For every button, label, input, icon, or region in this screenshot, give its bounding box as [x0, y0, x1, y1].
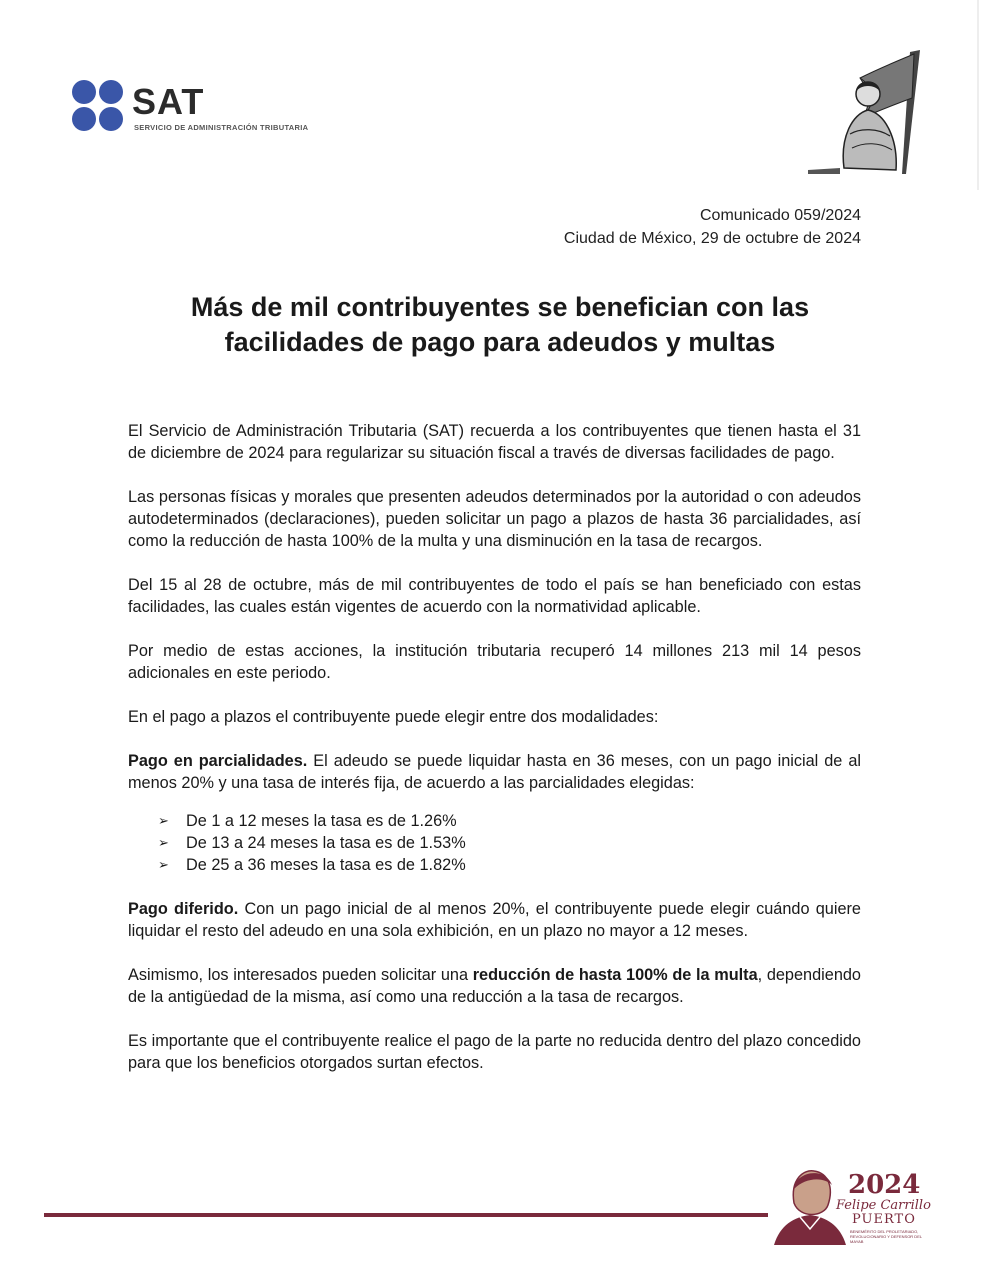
list-item: ➢ De 25 a 36 meses la tasa es de 1.82%	[158, 856, 466, 874]
paragraph-3: Del 15 al 28 de octubre, más de mil contribuyentes de todo el país se han beneficiado con estas facilidades, las cuales están vigentes de acuerdo con la normatividad aplicable.	[128, 576, 861, 616]
paragraph-1: El Servicio de Administración Tributaria (SAT) recuerda a los contribuyentes que tienen hasta el 31 de diciembre de 2024 para regularizar su situación fiscal a través de diversas facilidades de pago.	[128, 422, 861, 462]
paragraph-7-text: Con un pago inicial de al menos 20%, el contribuyente puede elegir cuándo quiere liquidar el resto del adeudo en una sola exhibición, en un plazo no mayor a 12 meses.	[128, 900, 861, 940]
footer-divider	[44, 1213, 768, 1217]
paragraph-6	[128, 750, 861, 794]
release-body	[128, 420, 861, 1096]
paragraph-9: Es importante que el contribuyente realice el pago de la parte no reducida dentro del plazo concedido para que los beneficios otorgados surtan efectos.	[128, 1032, 861, 1072]
paragraph-5: En el pago a plazos el contribuyente puede elegir entre dos modalidades:	[128, 708, 659, 726]
sat-logo-word: SAT	[132, 81, 205, 122]
release-date: Ciudad de México, 29 de octubre de 2024	[563, 230, 861, 247]
paragraph-4: Por medio de estas acciones, la institución tributaria recuperó 14 millones 213 mil 14 pesos adicionales en este periodo.	[128, 642, 861, 682]
paragraph-8: Asimismo, los interesados pueden solicitar una reducción de hasta 100% de la multa, dependiendo de la antigüedad de la misma, así como una reducción a la tasa de recargos.	[128, 966, 861, 1006]
paragraph-7	[128, 898, 861, 942]
emblem-year: 2024	[848, 1170, 921, 1200]
page-edge-line	[977, 0, 979, 190]
emblem-tagline: BENEMÉRITO DEL PROLETARIADO, REVOLUCIONARIO Y DEFENSOR DEL MAYAB	[850, 1229, 922, 1244]
page-title	[120, 290, 880, 360]
list-item: ➢ De 13 a 24 meses la tasa es de 1.53%	[158, 834, 466, 852]
release-meta	[564, 204, 861, 250]
sat-logo	[72, 80, 332, 136]
rate-list	[128, 810, 861, 876]
sat-dots-icon	[72, 80, 124, 132]
pago-parcialidades-heading: Pago en parcialidades.	[128, 752, 308, 770]
sat-logo-subtitle: SERVICIO DE ADMINISTRACIÓN TRIBUTARIA	[134, 123, 309, 132]
title-line-2: facilidades de pago para adeudos y multas	[224, 327, 776, 357]
arrow-bullet-icon: ➢	[158, 835, 169, 850]
paragraph-2: Las personas físicas y morales que presenten adeudos determinados por la autoridad o con adeudos autodeterminados (declaraciones), pueden solicitar un pago a plazos de hasta 36 parcialidades, así como la reducción de hasta 100% de la multa y una disminución en la tasa de recargos.	[128, 488, 861, 550]
heroine-with-flag-icon	[800, 48, 930, 178]
list-item: ➢ De 1 a 12 meses la tasa es de 1.26%	[158, 812, 457, 830]
title-line-1: Más de mil contribuyentes se benefician con las	[190, 292, 810, 322]
comunicado-number: Comunicado 059/2024	[699, 207, 861, 224]
multa-reduction-highlight: reducción de hasta 100% de la multa	[472, 966, 758, 984]
emblem-name: Felipe Carrillo	[836, 1198, 931, 1213]
arrow-bullet-icon: ➢	[158, 813, 169, 828]
pago-diferido-heading: Pago diferido.	[128, 900, 239, 918]
emblem-surname: PUERTO	[852, 1212, 916, 1227]
arrow-bullet-icon: ➢	[158, 857, 169, 872]
paragraph-6-text: El adeudo se puede liquidar hasta en 36 meses, con un pago inicial de al menos 20% y una tasa de interés fija, de acuerdo a las parcialidades elegidas:	[128, 752, 861, 792]
